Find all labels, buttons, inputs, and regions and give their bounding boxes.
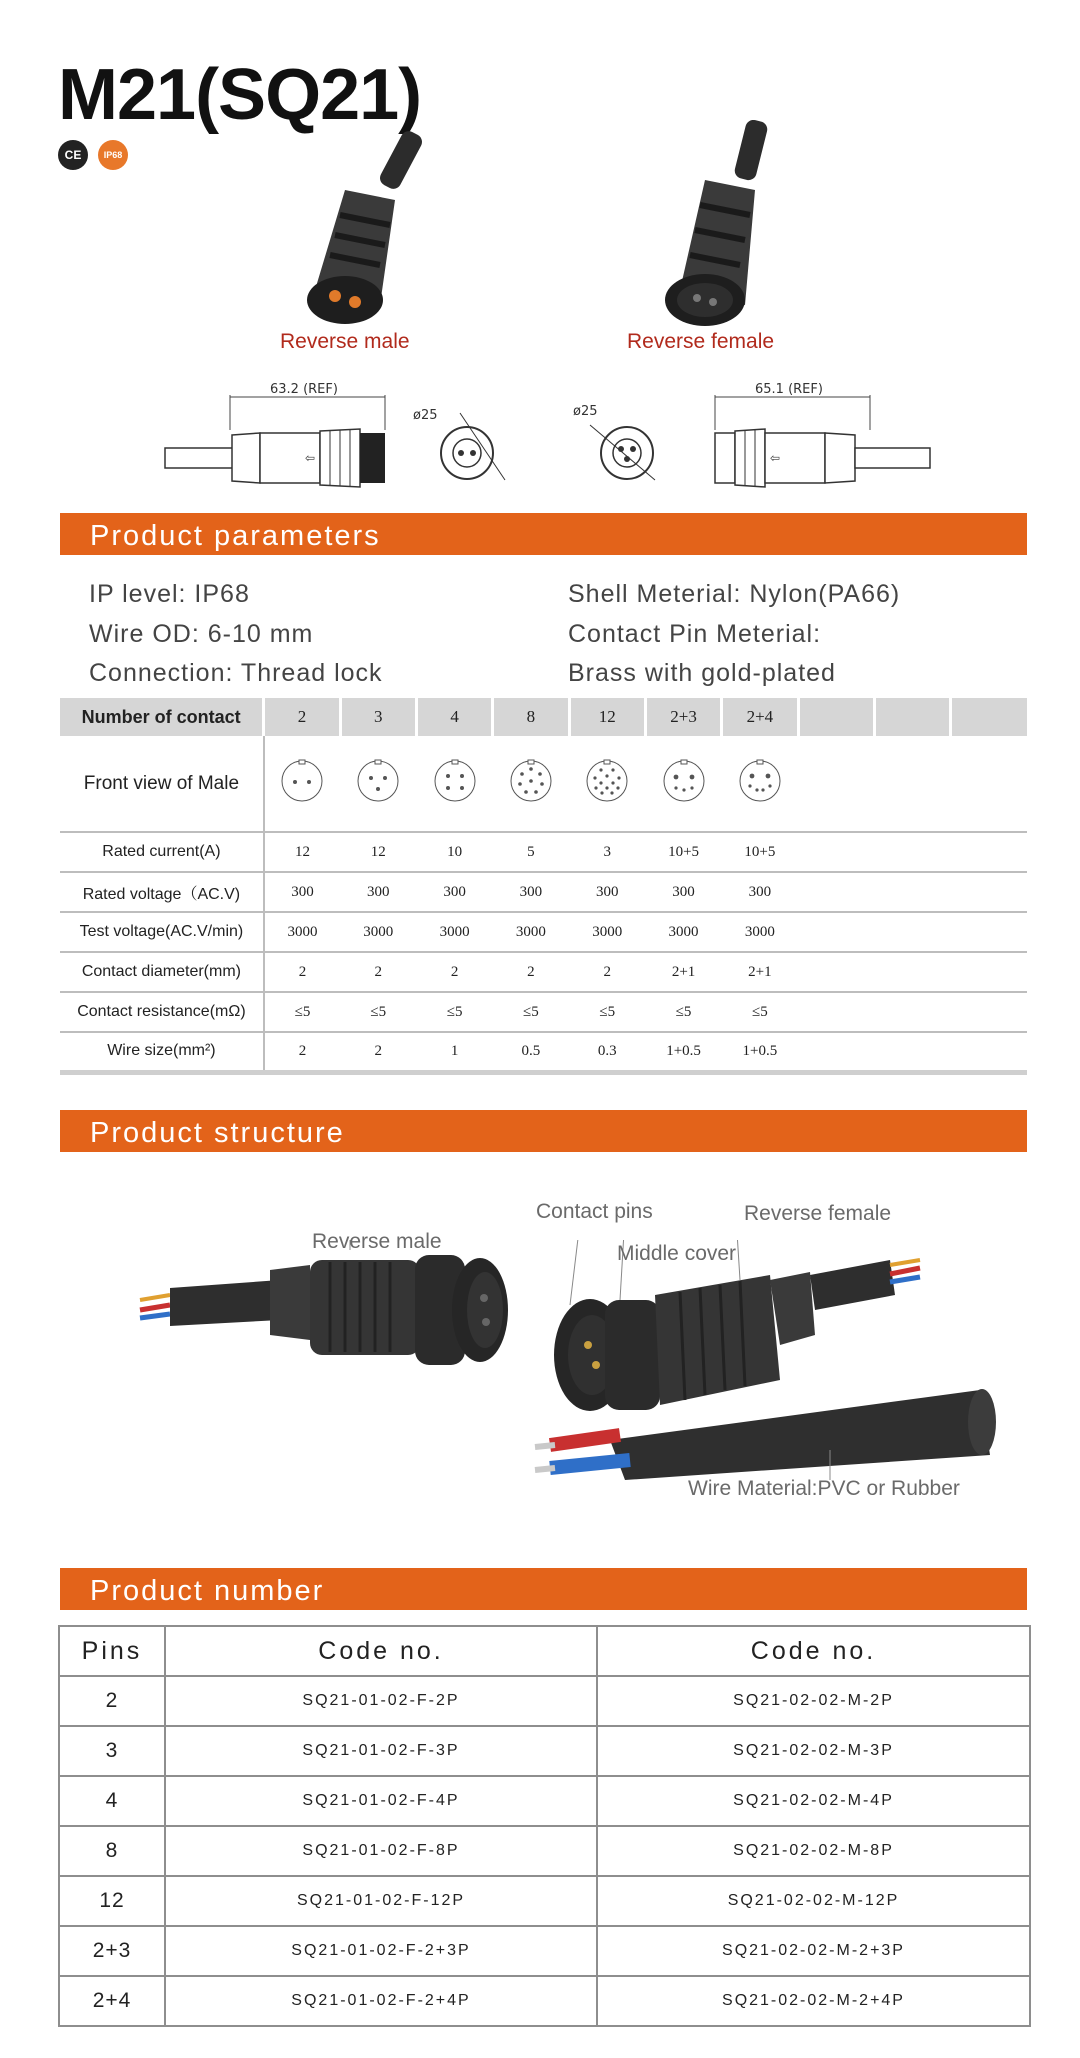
spec-header-row [60, 698, 1027, 736]
code-cell: SQ21-01-02-F-2+3P [165, 1926, 597, 1976]
table-row [59, 1676, 1030, 1726]
ip68-badge-icon: IP68 [98, 140, 128, 170]
code-cell: SQ21-01-02-F-12P [165, 1876, 597, 1926]
param-wire-od: Wire OD: 6-10 mm [89, 620, 314, 648]
table-row [59, 1826, 1030, 1876]
label-wire-material: Wire Material:PVC or Rubber [688, 1477, 960, 1500]
codes-header-row [59, 1626, 1030, 1676]
spec-row-label: Rated voltage（AC.V) [60, 872, 264, 912]
spec-cell: 2 [493, 952, 569, 992]
pin-layout-2-4-icon [722, 736, 798, 832]
pin-layout-3-icon [340, 736, 416, 832]
empty-cell [798, 992, 874, 1032]
spec-cell: 12 [340, 832, 416, 872]
codes-header-code-female: Code no. [165, 1626, 597, 1676]
spec-cell: 2 [264, 952, 340, 992]
spec-cell: 3000 [416, 912, 492, 952]
empty-header-cell [798, 698, 874, 736]
spec-row-label: Test voltage(AC.V/min) [60, 912, 264, 952]
code-cell: SQ21-01-02-F-4P [165, 1776, 597, 1826]
male-photo-label: Reverse male [280, 330, 410, 353]
spec-cell: 3000 [493, 912, 569, 952]
spec-row-rated-current [60, 832, 1027, 872]
code-cell: SQ21-02-02-M-2+4P [597, 1976, 1030, 2026]
empty-header-cell [951, 698, 1027, 736]
spec-row-wire-size [60, 1032, 1027, 1072]
empty-cell [874, 736, 950, 832]
code-cell: SQ21-01-02-F-2P [165, 1676, 597, 1726]
spec-cell: 2 [340, 1032, 416, 1072]
spec-cell: 2+1 [722, 952, 798, 992]
spec-cell: 3 [569, 832, 645, 872]
contact-count: 3 [340, 698, 416, 736]
spec-cell: 10 [416, 832, 492, 872]
code-cell: SQ21-02-02-M-8P [597, 1826, 1030, 1876]
table-row [59, 1876, 1030, 1926]
section-product-number [60, 1568, 1027, 1610]
spec-row-label: Contact diameter(mm) [60, 952, 264, 992]
table-row [59, 1726, 1030, 1776]
male-technical-drawing [160, 385, 510, 490]
code-cell: SQ21-02-02-M-12P [597, 1876, 1030, 1926]
spec-cell: 3000 [722, 912, 798, 952]
spec-cell: 300 [340, 872, 416, 912]
front-view-label: Front view of Male [60, 736, 264, 832]
spec-cell: ≤5 [722, 992, 798, 1032]
female-diameter-dimension: ø25 [573, 404, 598, 419]
section-title: Product parameters [90, 520, 381, 552]
code-cell: SQ21-02-02-M-4P [597, 1776, 1030, 1826]
param-contact-pin-material: Contact Pin Meterial: [568, 620, 822, 648]
spec-cell: 0.5 [493, 1032, 569, 1072]
spec-row-label: Wire size(mm²) [60, 1032, 264, 1072]
empty-cell [951, 992, 1027, 1032]
table-row [59, 1776, 1030, 1826]
pin-layout-8-icon [493, 736, 569, 832]
cert-badges [58, 140, 128, 170]
param-shell-material: Shell Meterial: Nylon(PA66) [568, 580, 901, 608]
empty-cell [951, 872, 1027, 912]
spec-cell: 300 [493, 872, 569, 912]
male-length-dimension: 63.2 (REF) [270, 382, 338, 397]
pins-cell: 2 [59, 1676, 165, 1726]
spec-cell: ≤5 [416, 992, 492, 1032]
pins-cell: 8 [59, 1826, 165, 1876]
spec-cell: 1 [416, 1032, 492, 1072]
spec-cell: ≤5 [264, 992, 340, 1032]
male-diameter-dimension: ø25 [413, 408, 438, 423]
spec-cell: 12 [264, 832, 340, 872]
spec-row-label: Rated current(A) [60, 832, 264, 872]
empty-cell [874, 952, 950, 992]
empty-cell [874, 1032, 950, 1072]
spec-cell: 3000 [569, 912, 645, 952]
spec-cell: 2 [569, 952, 645, 992]
spec-cell: 2 [340, 952, 416, 992]
pin-layout-2-icon [264, 736, 340, 832]
spec-cell: 0.3 [569, 1032, 645, 1072]
label-reverse-male: Reverse male [312, 1230, 442, 1253]
svg-text:⇦: ⇦ [770, 451, 781, 465]
pin-layout-12-icon [569, 736, 645, 832]
code-cell: SQ21-01-02-F-3P [165, 1726, 597, 1776]
spec-header-label: Number of contact [60, 698, 264, 736]
female-photo-label: Reverse female [627, 330, 775, 353]
svg-text:⇦: ⇦ [305, 451, 316, 465]
label-reverse-female: Reverse female [744, 1202, 892, 1225]
empty-cell [951, 832, 1027, 872]
code-cell: SQ21-01-02-F-2+4P [165, 1976, 597, 2026]
spec-cell: 300 [264, 872, 340, 912]
contact-count: 4 [416, 698, 492, 736]
spec-cell: 300 [645, 872, 721, 912]
label-middle-cover: Middle cover [617, 1242, 737, 1265]
spec-cell: ≤5 [645, 992, 721, 1032]
front-view-row [60, 736, 1027, 832]
spec-cell: 3000 [645, 912, 721, 952]
spec-cell: 2+1 [645, 952, 721, 992]
empty-cell [798, 736, 874, 832]
empty-cell [874, 992, 950, 1032]
page-title: M21(SQ21) [58, 55, 422, 135]
code-cell: SQ21-01-02-F-8P [165, 1826, 597, 1876]
spec-row-contact-diameter [60, 952, 1027, 992]
spec-row-contact-resistance [60, 992, 1027, 1032]
param-contact-pin-value: Brass with gold-plated [568, 659, 836, 687]
spec-cell: 5 [493, 832, 569, 872]
spec-row-label: Contact resistance(mΩ) [60, 992, 264, 1032]
spec-row-test-voltage [60, 912, 1027, 952]
pins-cell: 2+3 [59, 1926, 165, 1976]
label-contact-pins: Contact pins [536, 1200, 653, 1223]
spec-table [60, 698, 1027, 1075]
empty-cell [874, 912, 950, 952]
code-cell: SQ21-02-02-M-2P [597, 1676, 1030, 1726]
contact-count: 2+3 [645, 698, 721, 736]
param-ip-level: IP level: IP68 [89, 580, 250, 608]
spec-cell: 2 [264, 1032, 340, 1072]
spec-cell: 10+5 [722, 832, 798, 872]
spec-cell: 10+5 [645, 832, 721, 872]
section-product-structure [60, 1110, 1027, 1152]
female-length-dimension: 65.1 (REF) [755, 382, 823, 397]
spec-cell: ≤5 [493, 992, 569, 1032]
structure-illustration [130, 1240, 1010, 1480]
codes-header-code-male: Code no. [597, 1626, 1030, 1676]
section-title: Product structure [90, 1117, 345, 1149]
empty-cell [874, 872, 950, 912]
female-connector-photo [630, 120, 800, 330]
spec-row-rated-voltage [60, 872, 1027, 912]
contact-count: 2 [264, 698, 340, 736]
empty-cell [951, 912, 1027, 952]
param-connection: Connection: Thread lock [89, 659, 383, 687]
pins-cell: 2+4 [59, 1976, 165, 2026]
spec-cell: 300 [416, 872, 492, 912]
empty-cell [874, 832, 950, 872]
table-row [59, 1976, 1030, 2026]
pin-layout-2-3-icon [645, 736, 721, 832]
empty-cell [798, 952, 874, 992]
section-product-parameters [60, 513, 1027, 555]
spec-cell: ≤5 [340, 992, 416, 1032]
pins-cell: 12 [59, 1876, 165, 1926]
spec-cell: 3000 [340, 912, 416, 952]
spec-cell: 1+0.5 [722, 1032, 798, 1072]
spec-cell: 300 [569, 872, 645, 912]
code-cell: SQ21-02-02-M-3P [597, 1726, 1030, 1776]
pin-layout-4-icon [416, 736, 492, 832]
section-title: Product number [90, 1575, 325, 1607]
codes-header-pins: Pins [59, 1626, 165, 1676]
contact-count: 8 [493, 698, 569, 736]
spec-cell: 3000 [264, 912, 340, 952]
table-row [59, 1926, 1030, 1976]
spec-cell: 2 [416, 952, 492, 992]
empty-cell [798, 1032, 874, 1072]
contact-count: 2+4 [722, 698, 798, 736]
code-cell: SQ21-02-02-M-2+3P [597, 1926, 1030, 1976]
spec-cell: 1+0.5 [645, 1032, 721, 1072]
empty-cell [798, 912, 874, 952]
spec-cell: 300 [722, 872, 798, 912]
ce-mark-icon: CE [58, 140, 88, 170]
male-connector-photo [285, 130, 455, 330]
pins-cell: 3 [59, 1726, 165, 1776]
product-number-table [58, 1625, 1031, 2027]
empty-cell [951, 1032, 1027, 1072]
female-technical-drawing [570, 385, 940, 490]
empty-header-cell [874, 698, 950, 736]
empty-cell [951, 736, 1027, 832]
empty-cell [798, 872, 874, 912]
pins-cell: 4 [59, 1776, 165, 1826]
empty-cell [798, 832, 874, 872]
contact-count: 12 [569, 698, 645, 736]
empty-cell [951, 952, 1027, 992]
spec-cell: ≤5 [569, 992, 645, 1032]
